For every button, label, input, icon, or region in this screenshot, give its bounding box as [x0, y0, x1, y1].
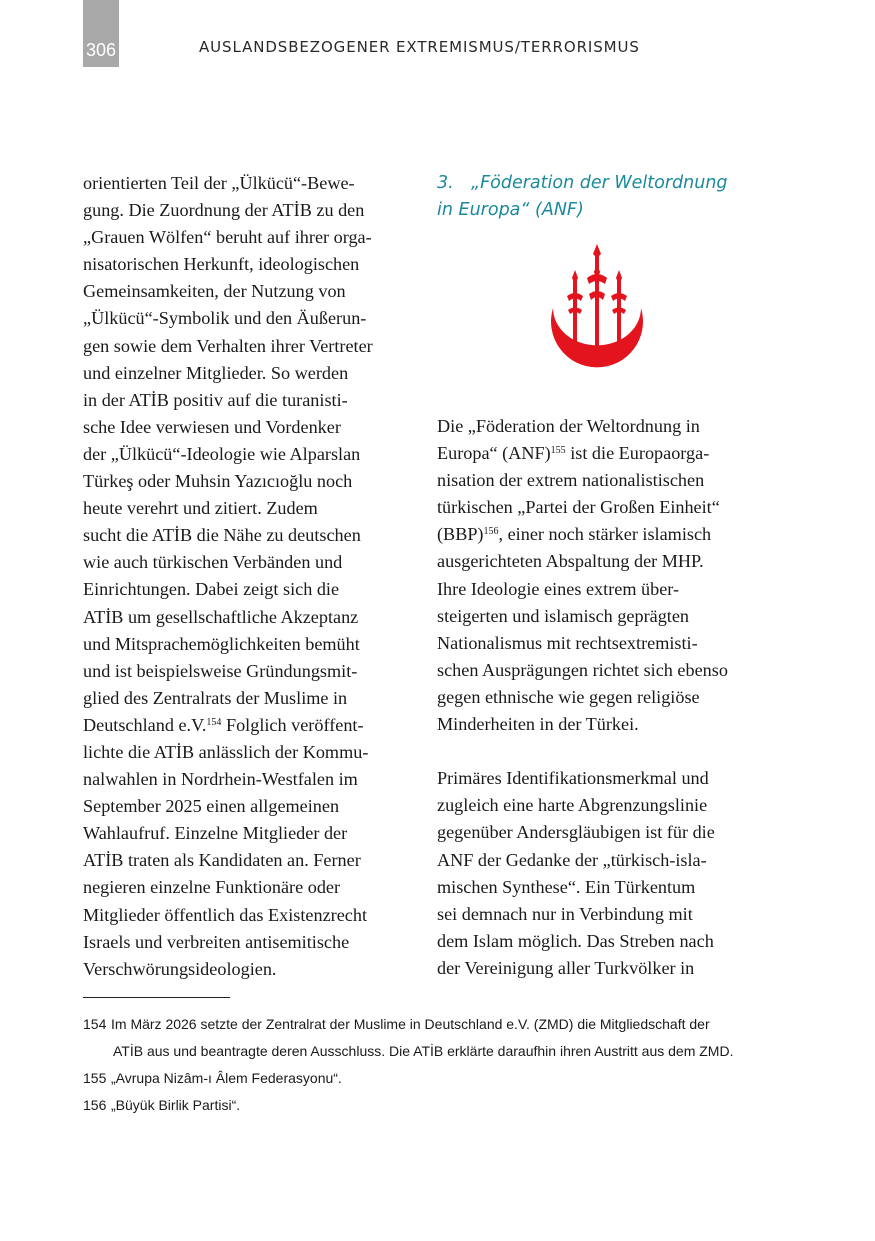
footnote-text: Im März 2026 setzte der Zentralrat der Muslime in Deutschland e.V. (ZMD) die Mitgliedschaft der	[111, 1016, 710, 1032]
footnote-ref-154[interactable]: 154	[206, 716, 222, 728]
text-line: ATİB traten als Kandidaten an. Ferner	[83, 850, 361, 871]
text-line: Mitglieder öffentlich das Existenzrecht	[83, 904, 368, 925]
text-line: Einrichtungen. Dabei zeigt sich die	[83, 579, 340, 600]
text-line: und ist beispielsweise Gründungsmit-	[83, 660, 358, 681]
text-line: Primäres Identifikationsmerkmal und	[437, 768, 709, 789]
text-line: Minderheiten in der Türkei.	[437, 714, 639, 735]
text-line: zugleich eine harte Abgrenzungslinie	[437, 795, 708, 816]
footnote-number: 155	[83, 1070, 107, 1086]
anf-logo	[437, 224, 767, 413]
text-line: ausgerichteten Abspaltung der MHP.	[437, 551, 704, 572]
text-fragment: Europa“ (ANF)	[437, 443, 551, 464]
text-line: schen Ausprägungen richtet sich ebenso	[437, 659, 728, 680]
text-line: lichte die ATİB anlässlich der Kommu-	[83, 741, 369, 762]
text-fragment: Deutschland e.V.	[83, 714, 207, 735]
text-line: ATİB um gesellschaftliche Akzeptanz	[83, 606, 359, 627]
text-line: nisatorischen Herkunft, ideologischen	[83, 254, 360, 275]
text-line: der Vereinigung aller Turkvölker in	[437, 957, 695, 978]
text-line: Wahlaufruf. Einzelne Mitglieder der	[83, 823, 348, 844]
text-line: und Mitsprachemöglichkeiten bemüht	[83, 633, 360, 654]
text-line: ANF der Gedanke der „türkisch-isla-	[437, 849, 707, 870]
text-line: sucht die ATİB die Nähe zu deutschen	[83, 525, 361, 546]
section-heading-cont: in Europa“ (ANF)	[437, 200, 584, 220]
footnote-divider	[83, 997, 230, 998]
text-line: in der ATİB positiv auf die turanisti-	[83, 389, 348, 410]
footnote-156	[83, 1092, 783, 1119]
left-column	[83, 170, 413, 983]
crescent-three-swords-icon	[545, 244, 649, 392]
text-line: glied des Zentralrats der Muslime in	[83, 687, 348, 708]
text-line: mischen Synthese“. Ein Türkentum	[437, 876, 696, 897]
footnote-text: „Avrupa Nizâm-ı Âlem Federasyonu“.	[111, 1070, 342, 1086]
text-line: gegen ethnische wie gegen religiöse	[437, 686, 700, 707]
footnotes	[83, 1011, 783, 1119]
section-number: 3.	[437, 173, 454, 193]
section-heading	[437, 170, 767, 197]
text-line: nalwahlen in Nordrhein-Westfalen im	[83, 769, 358, 790]
paragraph-gap	[437, 738, 767, 765]
footnote-number: 156	[83, 1097, 107, 1113]
text-line: türkischen „Partei der Großen Einheit“	[437, 497, 720, 518]
text-line: gen sowie dem Verhalten ihrer Vertreter	[83, 335, 373, 356]
footnote-number: 154	[83, 1016, 107, 1032]
text-line: Israels und verbreiten antisemitische	[83, 931, 350, 952]
text-line: steigerten und islamisch geprägten	[437, 605, 690, 626]
text-line: nisation der extrem nationalistischen	[437, 470, 705, 491]
page-number-box	[83, 0, 119, 67]
text-line: Die „Föderation der Weltordnung in	[437, 416, 700, 436]
footnote-155	[83, 1065, 783, 1092]
text-line: und einzelner Mitglieder. So werden	[83, 362, 349, 383]
running-title: AUSLANDSBEZOGENER EXTREMISMUS/TERRORISMUS	[199, 38, 640, 56]
text-line: negieren einzelne Funktionäre oder	[83, 877, 341, 898]
text-fragment: , einer noch stärker islamisch	[498, 524, 712, 545]
text-line: sche Idee verwiesen und Vordenker	[83, 416, 341, 437]
page-number: 306	[85, 40, 117, 60]
text-line: Gemeinsamkeiten, der Nutzung von	[83, 281, 346, 302]
text-line: wie auch türkischen Verbänden und	[83, 552, 343, 573]
text-line: orientierten Teil der „Ülkücü“-Bewe-	[83, 173, 355, 193]
text-line: der „Ülkücü“-Ideologie wie Alparslan	[83, 443, 361, 464]
text-line: „Ülkücü“-Symbolik und den Äußerun-	[83, 308, 367, 329]
footnote-ref-155[interactable]: 155	[550, 445, 566, 457]
text-line	[437, 521, 767, 548]
footnote-text: „Büyük Birlik Partisi“.	[111, 1097, 241, 1113]
text-fragment: Folglich veröffent-	[221, 714, 364, 735]
footnote-154	[83, 1011, 783, 1038]
text-fragment: ist die Europaorga-	[565, 443, 710, 464]
right-column	[437, 170, 767, 982]
text-line: gung. Die Zuordnung der ATİB zu den	[83, 200, 365, 221]
text-line: Türkeş oder Muhsin Yazıcıoğlu noch	[83, 471, 353, 492]
footnote-154-cont: ATİB aus und beantragte deren Ausschluss. Die ATİB erklärte daraufhin ihren Austritt aus dem ZMD.	[113, 1043, 734, 1059]
text-fragment: (BBP)	[437, 524, 484, 545]
text-line: heute verehrt und zitiert. Zudem	[83, 498, 318, 519]
heading-text: „Föderation der Weltordnung	[471, 173, 728, 193]
text-line: Ihre Ideologie eines extrem über-	[437, 578, 680, 599]
text-line: sei demnach nur in Verbindung mit	[437, 903, 693, 924]
text-line: gegenüber Andersgläubigen ist für die	[437, 822, 715, 843]
text-line: Nationalismus mit rechtsextremisti-	[437, 632, 698, 653]
text-line	[83, 712, 413, 739]
text-line	[437, 440, 767, 467]
text-line: dem Islam möglich. Das Streben nach	[437, 930, 714, 951]
text-line: „Grauen Wölfen“ beruht auf ihrer orga-	[83, 227, 372, 248]
footnote-ref-156[interactable]: 156	[483, 526, 499, 538]
text-line: September 2025 einen allgemeinen	[83, 796, 340, 817]
text-line: Verschwörungsideologien.	[83, 958, 277, 979]
